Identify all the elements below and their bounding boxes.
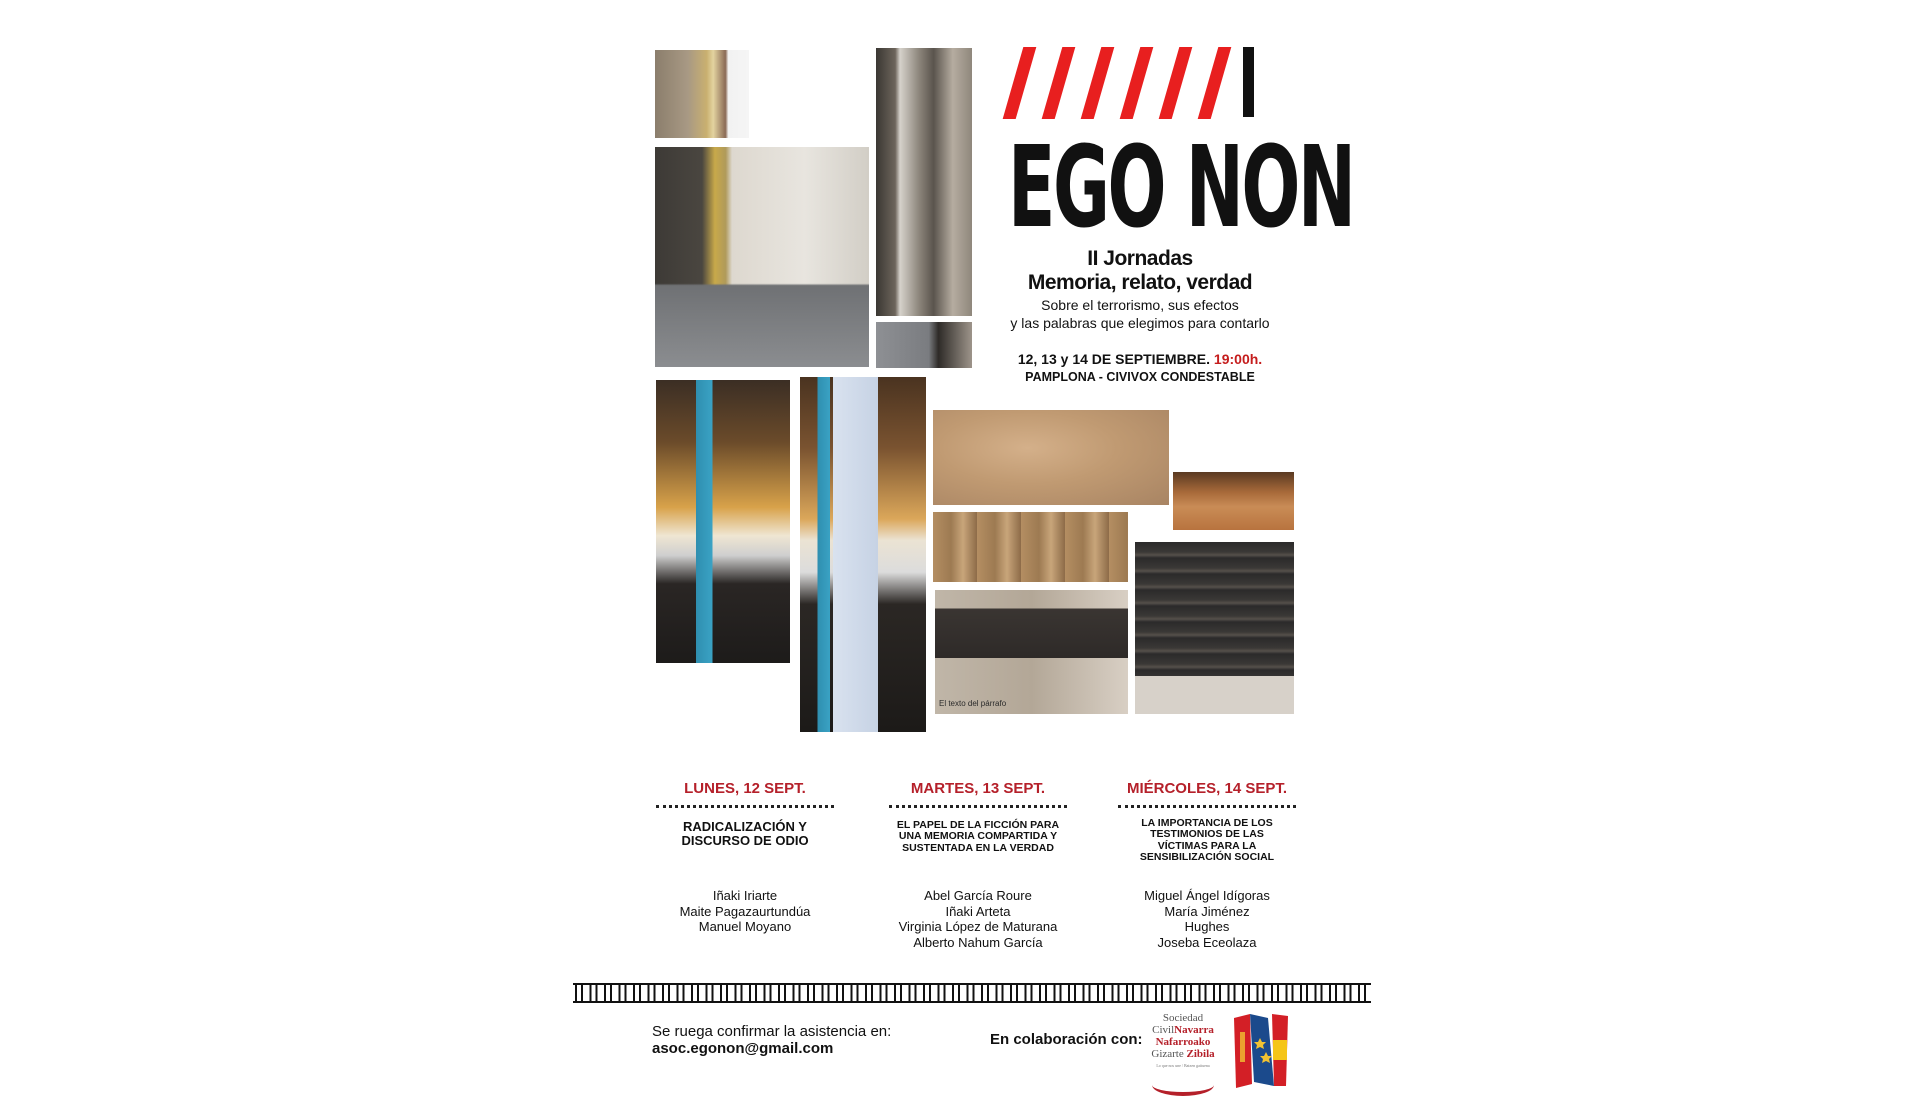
- dotted-divider: [889, 805, 1067, 808]
- topic-line: LA IMPORTANCIA DE LOS: [1141, 817, 1273, 829]
- partner-logo-sociedad-civil-navarra: [1143, 1012, 1223, 1096]
- program-day-monday: [655, 780, 835, 950]
- day-topic: [655, 820, 835, 848]
- event-time: 19:00h.: [1213, 351, 1263, 367]
- photo-street-upper: [655, 50, 749, 138]
- photo-street-facade: [876, 48, 972, 316]
- logo-wordmark: EGO NON: [1008, 123, 1354, 253]
- flag-n-logo-icon: [1228, 1012, 1294, 1090]
- logo-slash-icon: [1159, 47, 1193, 119]
- partner-logo-tagline: Lo que nos une / Batzen gaituena: [1156, 1063, 1210, 1068]
- speaker-list: [655, 888, 835, 935]
- event-subtitle-line2: y las palabras que elegimos para contarlo: [1010, 315, 1270, 331]
- speaker: Iñaki Iriarte: [712, 888, 778, 903]
- partner-logo-text: Sociedad: [1162, 1012, 1204, 1024]
- dotted-divider: [656, 805, 834, 808]
- speaker: Hughes: [1184, 919, 1230, 934]
- speaker: Joseba Eceolaza: [1157, 934, 1257, 950]
- rsvp-email-link[interactable]: asoc.egonon@gmail.com: [652, 1040, 834, 1057]
- logo-slash-icon: [1198, 47, 1232, 119]
- event-subtitle-line1: Sobre el terrorismo, sus efectos: [1041, 297, 1239, 313]
- day-title: MARTES, 13 SEPT.: [910, 780, 1046, 797]
- speaker: Virginia López de Maturana: [898, 919, 1058, 934]
- speaker-list: [1117, 888, 1297, 950]
- topic-line: VÍCTIMAS PARA LA: [1157, 839, 1257, 852]
- photo-audience-right: [800, 377, 926, 732]
- event-title: Memoria, relato, verdad: [1027, 271, 1253, 294]
- photo-audience-left: [656, 380, 790, 663]
- photo-wall-stone: [933, 512, 1128, 582]
- logo-slash-icon: [1081, 47, 1115, 119]
- photo-street-main: [655, 147, 869, 367]
- logo-slash-icon: [1120, 47, 1154, 119]
- speaker: Maite Pagazaurtundúa: [679, 903, 811, 919]
- photo-room-wood: [1173, 472, 1294, 530]
- logo-slash-icon: [1003, 47, 1037, 119]
- collaboration-label: En colaboración con:: [990, 1031, 1143, 1048]
- rsvp-label: Se ruega confirmar la asistencia en:: [652, 1023, 892, 1040]
- photo-bench-rows: [1135, 542, 1294, 714]
- topic-line: SENSIBILIZACIÓN SOCIAL: [1139, 850, 1275, 863]
- event-dates: [990, 351, 1290, 367]
- topic-line: RADICALIZACIÓN Y: [683, 819, 807, 834]
- rsvp-block: [652, 1023, 891, 1057]
- day-topic: [888, 820, 1068, 854]
- partner-logo-text: CivilNavarra: [1152, 1024, 1214, 1036]
- greek-key-border: [573, 983, 1371, 1003]
- logo-slash-icon: [1042, 47, 1076, 119]
- speaker: Manuel Moyano: [698, 919, 792, 934]
- speaker: Miguel Ángel Idígoras: [1144, 888, 1270, 903]
- photo-wall-plaster: [933, 410, 1169, 505]
- partner-logo-text: Gizarte Zibila: [1151, 1048, 1215, 1060]
- day-title: LUNES, 12 SEPT.: [684, 780, 806, 797]
- topic-line: UNA MEMORIA COMPARTIDA Y: [898, 830, 1058, 843]
- speaker: Iñaki Arteta: [945, 903, 1011, 919]
- speaker: Alberto Nahum García: [913, 934, 1043, 950]
- event-location: PAMPLONA - CIVIVOX CONDESTABLE: [1025, 370, 1255, 384]
- photo-caption: El texto del párrafo: [939, 699, 1007, 708]
- photo-street-corner: [876, 322, 972, 368]
- topic-line: DISCURSO DE ODIO: [681, 833, 809, 849]
- wreath-icon: [1152, 1074, 1214, 1096]
- topic-line: EL PAPEL DE LA FICCIÓN PARA: [896, 819, 1060, 831]
- day-topic: [1117, 818, 1297, 863]
- speaker: María Jiménez: [1164, 903, 1250, 919]
- topic-line: TESTIMONIOS DE LAS: [1150, 828, 1264, 841]
- program-day-wednesday: [1117, 780, 1297, 950]
- speaker: Abel García Roure: [924, 888, 1032, 903]
- speaker-list: [888, 888, 1068, 950]
- dotted-divider: [1118, 805, 1296, 808]
- topic-line: SUSTENTADA EN LA VERDAD: [902, 841, 1054, 854]
- day-title: MIÉRCOLES, 14 SEPT.: [1126, 780, 1288, 797]
- photo-bench-wall: [935, 590, 1128, 714]
- logo-bar-icon: [1243, 47, 1254, 117]
- event-edition: II Jornadas: [1087, 247, 1193, 270]
- partner-logo-text: Nafarroako: [1155, 1036, 1211, 1048]
- event-dates-text: 12, 13 y 14 DE SEPTIEMBRE.: [1017, 351, 1211, 367]
- program-day-tuesday: [888, 780, 1068, 950]
